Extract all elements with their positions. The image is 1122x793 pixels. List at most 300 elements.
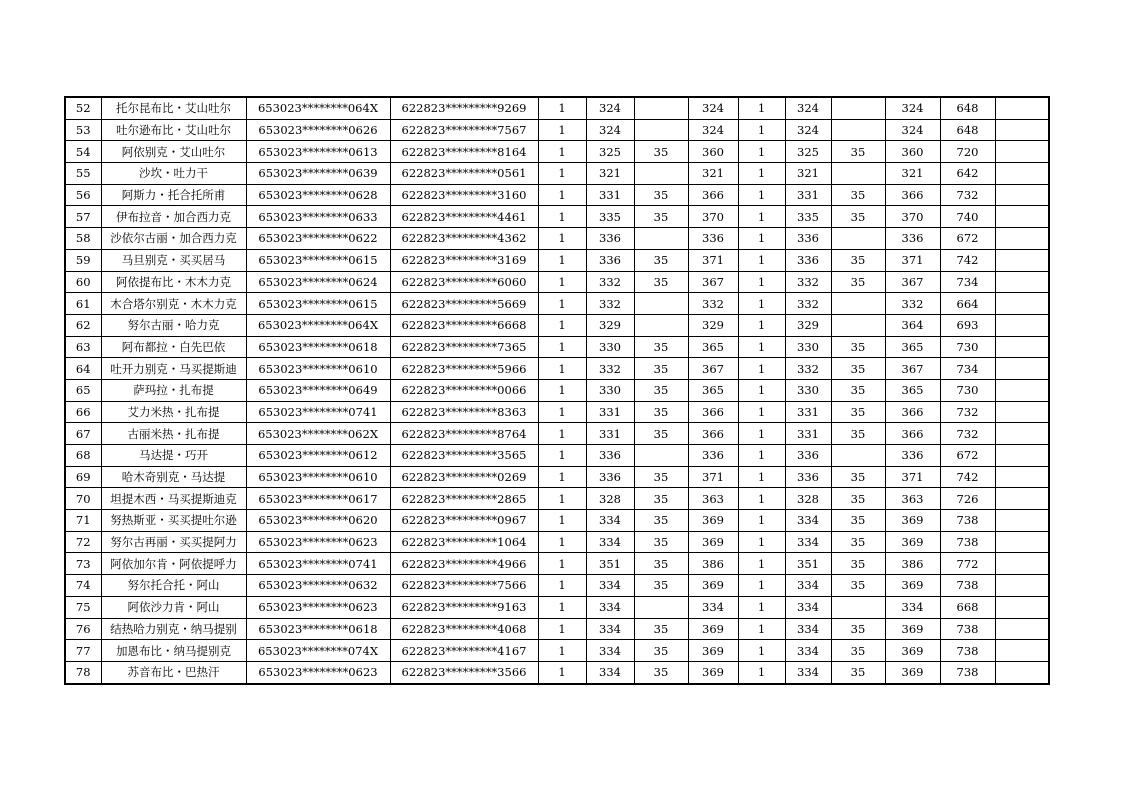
name-cell: 沙坎・吐力干 (101, 163, 246, 185)
amount-cell-2: 351 (785, 553, 831, 575)
count-cell-1: 1 (538, 445, 586, 467)
count-cell-1: 1 (538, 293, 586, 315)
row-number-cell: 52 (65, 97, 101, 119)
row-number-cell: 77 (65, 640, 101, 662)
subtotal-cell-1: 369 (688, 531, 738, 553)
count-cell-2: 1 (738, 401, 785, 423)
amount-cell-2: 334 (785, 661, 831, 683)
id-number-cell: 653023********0618 (246, 336, 390, 358)
subtotal-cell-1: 336 (688, 445, 738, 467)
row-number-cell: 57 (65, 206, 101, 228)
subsidy-cell-2: 35 (831, 531, 885, 553)
amount-cell-1: 336 (586, 228, 634, 250)
subtotal-cell-2: 360 (885, 141, 940, 163)
count-cell-1: 1 (538, 163, 586, 185)
remark-cell (995, 163, 1049, 185)
count-cell-2: 1 (738, 249, 785, 271)
name-cell: 努尔托合托・阿山 (101, 575, 246, 597)
subtotal-cell-2: 324 (885, 119, 940, 141)
name-cell: 阿依沙力肯・阿山 (101, 596, 246, 618)
count-cell-1: 1 (538, 119, 586, 141)
name-cell: 努热斯亚・买买提吐尔逊 (101, 510, 246, 532)
id-number-cell: 653023********0741 (246, 553, 390, 575)
amount-cell-1: 334 (586, 618, 634, 640)
subtotal-cell-2: 369 (885, 661, 940, 683)
count-cell-1: 1 (538, 640, 586, 662)
subsidy-cell-2: 35 (831, 661, 885, 683)
name-cell: 加恩布比・纳马提别克 (101, 640, 246, 662)
remark-cell (995, 640, 1049, 662)
amount-cell-1: 331 (586, 423, 634, 445)
amount-cell-2: 331 (785, 423, 831, 445)
card-number-cell: 622823*********4068 (390, 618, 538, 640)
id-number-cell: 653023********0612 (246, 445, 390, 467)
id-number-cell: 653023********0615 (246, 293, 390, 315)
id-number-cell: 653023********0620 (246, 510, 390, 532)
card-number-cell: 622823*********7365 (390, 336, 538, 358)
remark-cell (995, 423, 1049, 445)
subsidy-cell-2 (831, 293, 885, 315)
subtotal-cell-2: 371 (885, 249, 940, 271)
card-number-cell: 622823*********8764 (390, 423, 538, 445)
count-cell-2: 1 (738, 466, 785, 488)
amount-cell-2: 331 (785, 184, 831, 206)
subsidy-cell-1 (634, 293, 688, 315)
id-number-cell: 653023********062X (246, 423, 390, 445)
table-row (65, 358, 1049, 380)
remark-cell (995, 293, 1049, 315)
amount-cell-2: 336 (785, 228, 831, 250)
id-number-cell: 653023********0628 (246, 184, 390, 206)
card-number-cell: 622823*********3169 (390, 249, 538, 271)
remark-cell (995, 575, 1049, 597)
subtotal-cell-2: 367 (885, 271, 940, 293)
table-body (65, 97, 1049, 684)
count-cell-2: 1 (738, 531, 785, 553)
count-cell-1: 1 (538, 228, 586, 250)
card-number-cell: 622823*********3565 (390, 445, 538, 467)
table-row (65, 488, 1049, 510)
count-cell-2: 1 (738, 163, 785, 185)
total-cell: 738 (940, 618, 995, 640)
subsidy-cell-1 (634, 314, 688, 336)
total-cell: 672 (940, 445, 995, 467)
id-number-cell: 653023********0615 (246, 249, 390, 271)
total-cell: 734 (940, 358, 995, 380)
card-number-cell: 622823*********6060 (390, 271, 538, 293)
amount-cell-2: 332 (785, 271, 831, 293)
table-row (65, 314, 1049, 336)
subtotal-cell-2: 366 (885, 401, 940, 423)
id-number-cell: 653023********0624 (246, 271, 390, 293)
subsidy-cell-1 (634, 97, 688, 119)
amount-cell-2: 330 (785, 336, 831, 358)
count-cell-1: 1 (538, 596, 586, 618)
row-number-cell: 76 (65, 618, 101, 640)
id-number-cell: 653023********064X (246, 314, 390, 336)
id-number-cell: 653023********074X (246, 640, 390, 662)
remark-cell (995, 206, 1049, 228)
subsidy-cell-1: 35 (634, 401, 688, 423)
amount-cell-2: 334 (785, 510, 831, 532)
subtotal-cell-1: 321 (688, 163, 738, 185)
row-number-cell: 61 (65, 293, 101, 315)
name-cell: 艾力米热・扎布提 (101, 401, 246, 423)
payment-table (64, 96, 1050, 685)
total-cell: 672 (940, 228, 995, 250)
name-cell: 阿依提布比・木木力克 (101, 271, 246, 293)
count-cell-1: 1 (538, 466, 586, 488)
count-cell-1: 1 (538, 553, 586, 575)
table-row (65, 640, 1049, 662)
subsidy-cell-1: 35 (634, 141, 688, 163)
amount-cell-2: 325 (785, 141, 831, 163)
total-cell: 738 (940, 640, 995, 662)
subsidy-cell-2 (831, 596, 885, 618)
count-cell-2: 1 (738, 314, 785, 336)
subsidy-cell-1: 35 (634, 575, 688, 597)
count-cell-2: 1 (738, 445, 785, 467)
amount-cell-1: 334 (586, 661, 634, 683)
subtotal-cell-2: 369 (885, 575, 940, 597)
total-cell: 734 (940, 271, 995, 293)
subsidy-cell-1: 35 (634, 531, 688, 553)
count-cell-2: 1 (738, 336, 785, 358)
amount-cell-1: 335 (586, 206, 634, 228)
row-number-cell: 62 (65, 314, 101, 336)
amount-cell-1: 324 (586, 97, 634, 119)
total-cell: 738 (940, 575, 995, 597)
remark-cell (995, 358, 1049, 380)
id-number-cell: 653023********0623 (246, 596, 390, 618)
count-cell-2: 1 (738, 206, 785, 228)
subsidy-cell-2: 35 (831, 553, 885, 575)
name-cell: 努尔古再丽・买买提阿力 (101, 531, 246, 553)
amount-cell-1: 336 (586, 445, 634, 467)
name-cell: 阿依别克・艾山吐尔 (101, 141, 246, 163)
count-cell-2: 1 (738, 488, 785, 510)
id-number-cell: 653023********0632 (246, 575, 390, 597)
subtotal-cell-2: 334 (885, 596, 940, 618)
amount-cell-1: 325 (586, 141, 634, 163)
subtotal-cell-1: 366 (688, 423, 738, 445)
table-row (65, 379, 1049, 401)
total-cell: 738 (940, 661, 995, 683)
count-cell-1: 1 (538, 184, 586, 206)
amount-cell-2: 336 (785, 466, 831, 488)
subtotal-cell-1: 324 (688, 97, 738, 119)
subtotal-cell-2: 371 (885, 466, 940, 488)
total-cell: 642 (940, 163, 995, 185)
id-number-cell: 653023********0610 (246, 466, 390, 488)
remark-cell (995, 510, 1049, 532)
amount-cell-1: 336 (586, 466, 634, 488)
card-number-cell: 622823*********9269 (390, 97, 538, 119)
subsidy-cell-1: 35 (634, 358, 688, 380)
subsidy-cell-2 (831, 163, 885, 185)
roster-sheet (64, 96, 1050, 685)
remark-cell (995, 488, 1049, 510)
id-number-cell: 653023********0617 (246, 488, 390, 510)
row-number-cell: 60 (65, 271, 101, 293)
subtotal-cell-1: 367 (688, 358, 738, 380)
count-cell-1: 1 (538, 141, 586, 163)
name-cell: 结热哈力别克・纳马提别 (101, 618, 246, 640)
card-number-cell: 622823*********4966 (390, 553, 538, 575)
total-cell: 732 (940, 423, 995, 445)
remark-cell (995, 379, 1049, 401)
subsidy-cell-2: 35 (831, 575, 885, 597)
table-row (65, 271, 1049, 293)
total-cell: 772 (940, 553, 995, 575)
subsidy-cell-1: 35 (634, 466, 688, 488)
subtotal-cell-2: 370 (885, 206, 940, 228)
count-cell-2: 1 (738, 640, 785, 662)
subtotal-cell-2: 336 (885, 445, 940, 467)
remark-cell (995, 401, 1049, 423)
remark-cell (995, 97, 1049, 119)
subsidy-cell-2: 35 (831, 336, 885, 358)
total-cell: 668 (940, 596, 995, 618)
subsidy-cell-2: 35 (831, 510, 885, 532)
name-cell: 阿依加尔肯・阿依提呼力 (101, 553, 246, 575)
id-number-cell: 653023********0633 (246, 206, 390, 228)
subsidy-cell-2 (831, 445, 885, 467)
table-row (65, 423, 1049, 445)
subsidy-cell-1: 35 (634, 510, 688, 532)
row-number-cell: 69 (65, 466, 101, 488)
total-cell: 732 (940, 184, 995, 206)
amount-cell-1: 332 (586, 358, 634, 380)
subtotal-cell-1: 366 (688, 184, 738, 206)
subtotal-cell-1: 336 (688, 228, 738, 250)
subsidy-cell-1: 35 (634, 184, 688, 206)
count-cell-2: 1 (738, 119, 785, 141)
table-row (65, 596, 1049, 618)
table-row (65, 531, 1049, 553)
row-number-cell: 64 (65, 358, 101, 380)
subsidy-cell-2: 35 (831, 141, 885, 163)
count-cell-2: 1 (738, 228, 785, 250)
subtotal-cell-1: 369 (688, 661, 738, 683)
name-cell: 木合塔尔别克・木木力克 (101, 293, 246, 315)
subsidy-cell-2: 35 (831, 640, 885, 662)
row-number-cell: 75 (65, 596, 101, 618)
subtotal-cell-1: 332 (688, 293, 738, 315)
subsidy-cell-1 (634, 445, 688, 467)
table-row (65, 466, 1049, 488)
amount-cell-2: 332 (785, 358, 831, 380)
count-cell-2: 1 (738, 184, 785, 206)
table-row (65, 618, 1049, 640)
subtotal-cell-1: 370 (688, 206, 738, 228)
amount-cell-2: 331 (785, 401, 831, 423)
count-cell-1: 1 (538, 510, 586, 532)
total-cell: 648 (940, 97, 995, 119)
row-number-cell: 73 (65, 553, 101, 575)
count-cell-1: 1 (538, 379, 586, 401)
subsidy-cell-2 (831, 119, 885, 141)
amount-cell-1: 334 (586, 640, 634, 662)
total-cell: 742 (940, 249, 995, 271)
subsidy-cell-2: 35 (831, 379, 885, 401)
id-number-cell: 653023********0649 (246, 379, 390, 401)
amount-cell-2: 334 (785, 575, 831, 597)
amount-cell-2: 335 (785, 206, 831, 228)
subtotal-cell-1: 360 (688, 141, 738, 163)
amount-cell-1: 330 (586, 379, 634, 401)
remark-cell (995, 184, 1049, 206)
id-number-cell: 653023********0622 (246, 228, 390, 250)
amount-cell-2: 324 (785, 119, 831, 141)
count-cell-1: 1 (538, 97, 586, 119)
name-cell: 托尔昆布比・艾山吐尔 (101, 97, 246, 119)
count-cell-1: 1 (538, 531, 586, 553)
name-cell: 沙依尔古丽・加合西力克 (101, 228, 246, 250)
count-cell-2: 1 (738, 271, 785, 293)
subsidy-cell-2: 35 (831, 358, 885, 380)
remark-cell (995, 596, 1049, 618)
amount-cell-2: 328 (785, 488, 831, 510)
total-cell: 730 (940, 336, 995, 358)
id-number-cell: 653023********0613 (246, 141, 390, 163)
amount-cell-1: 328 (586, 488, 634, 510)
remark-cell (995, 119, 1049, 141)
amount-cell-2: 321 (785, 163, 831, 185)
table-row (65, 119, 1049, 141)
subtotal-cell-1: 363 (688, 488, 738, 510)
subsidy-cell-2 (831, 228, 885, 250)
table-row (65, 553, 1049, 575)
total-cell: 730 (940, 379, 995, 401)
table-row (65, 97, 1049, 119)
name-cell: 吐开力别克・马买提斯迪 (101, 358, 246, 380)
subsidy-cell-1: 35 (634, 661, 688, 683)
amount-cell-2: 336 (785, 249, 831, 271)
subsidy-cell-1: 35 (634, 553, 688, 575)
name-cell: 努尔古丽・哈力克 (101, 314, 246, 336)
row-number-cell: 67 (65, 423, 101, 445)
subsidy-cell-1 (634, 163, 688, 185)
subsidy-cell-2: 35 (831, 401, 885, 423)
id-number-cell: 653023********0618 (246, 618, 390, 640)
count-cell-2: 1 (738, 575, 785, 597)
count-cell-1: 1 (538, 575, 586, 597)
subsidy-cell-1 (634, 596, 688, 618)
row-number-cell: 59 (65, 249, 101, 271)
count-cell-1: 1 (538, 488, 586, 510)
card-number-cell: 622823*********7567 (390, 119, 538, 141)
subtotal-cell-2: 369 (885, 510, 940, 532)
amount-cell-1: 351 (586, 553, 634, 575)
remark-cell (995, 228, 1049, 250)
row-number-cell: 66 (65, 401, 101, 423)
count-cell-2: 1 (738, 510, 785, 532)
subtotal-cell-1: 365 (688, 336, 738, 358)
card-number-cell: 622823*********4461 (390, 206, 538, 228)
card-number-cell: 622823*********4167 (390, 640, 538, 662)
subsidy-cell-1: 35 (634, 336, 688, 358)
total-cell: 664 (940, 293, 995, 315)
name-cell: 吐尔逊布比・艾山吐尔 (101, 119, 246, 141)
subsidy-cell-1 (634, 119, 688, 141)
remark-cell (995, 445, 1049, 467)
remark-cell (995, 271, 1049, 293)
count-cell-1: 1 (538, 314, 586, 336)
remark-cell (995, 466, 1049, 488)
name-cell: 萨玛拉・扎布提 (101, 379, 246, 401)
subsidy-cell-2: 35 (831, 618, 885, 640)
count-cell-2: 1 (738, 423, 785, 445)
amount-cell-2: 334 (785, 531, 831, 553)
id-number-cell: 653023********0610 (246, 358, 390, 380)
amount-cell-1: 324 (586, 119, 634, 141)
subsidy-cell-2: 35 (831, 271, 885, 293)
card-number-cell: 622823*********4362 (390, 228, 538, 250)
count-cell-2: 1 (738, 379, 785, 401)
remark-cell (995, 661, 1049, 683)
card-number-cell: 622823*********3160 (390, 184, 538, 206)
total-cell: 720 (940, 141, 995, 163)
remark-cell (995, 249, 1049, 271)
subsidy-cell-1: 35 (634, 423, 688, 445)
card-number-cell: 622823*********9163 (390, 596, 538, 618)
subtotal-cell-1: 329 (688, 314, 738, 336)
table-row (65, 163, 1049, 185)
count-cell-2: 1 (738, 141, 785, 163)
amount-cell-2: 336 (785, 445, 831, 467)
total-cell: 738 (940, 531, 995, 553)
card-number-cell: 622823*********3566 (390, 661, 538, 683)
name-cell: 阿布都拉・白先巴依 (101, 336, 246, 358)
count-cell-2: 1 (738, 97, 785, 119)
total-cell: 693 (940, 314, 995, 336)
card-number-cell: 622823*********0967 (390, 510, 538, 532)
table-row (65, 336, 1049, 358)
name-cell: 马旦别克・买买居马 (101, 249, 246, 271)
name-cell: 马达提・巧开 (101, 445, 246, 467)
id-number-cell: 653023********0623 (246, 661, 390, 683)
subtotal-cell-1: 369 (688, 510, 738, 532)
amount-cell-2: 324 (785, 97, 831, 119)
remark-cell (995, 531, 1049, 553)
table-row (65, 228, 1049, 250)
subtotal-cell-2: 367 (885, 358, 940, 380)
subtotal-cell-2: 363 (885, 488, 940, 510)
subtotal-cell-2: 369 (885, 618, 940, 640)
name-cell: 伊布拉音・加合西力克 (101, 206, 246, 228)
name-cell: 苏音布比・巴热汗 (101, 661, 246, 683)
id-number-cell: 653023********0741 (246, 401, 390, 423)
subsidy-cell-1: 35 (634, 206, 688, 228)
amount-cell-1: 331 (586, 401, 634, 423)
count-cell-1: 1 (538, 618, 586, 640)
table-row (65, 661, 1049, 683)
card-number-cell: 622823*********5669 (390, 293, 538, 315)
subtotal-cell-2: 386 (885, 553, 940, 575)
table-row (65, 184, 1049, 206)
row-number-cell: 68 (65, 445, 101, 467)
subsidy-cell-2: 35 (831, 423, 885, 445)
subsidy-cell-1: 35 (634, 640, 688, 662)
amount-cell-1: 329 (586, 314, 634, 336)
count-cell-1: 1 (538, 661, 586, 683)
subsidy-cell-2: 35 (831, 206, 885, 228)
subtotal-cell-2: 365 (885, 336, 940, 358)
amount-cell-1: 332 (586, 293, 634, 315)
row-number-cell: 71 (65, 510, 101, 532)
amount-cell-1: 336 (586, 249, 634, 271)
